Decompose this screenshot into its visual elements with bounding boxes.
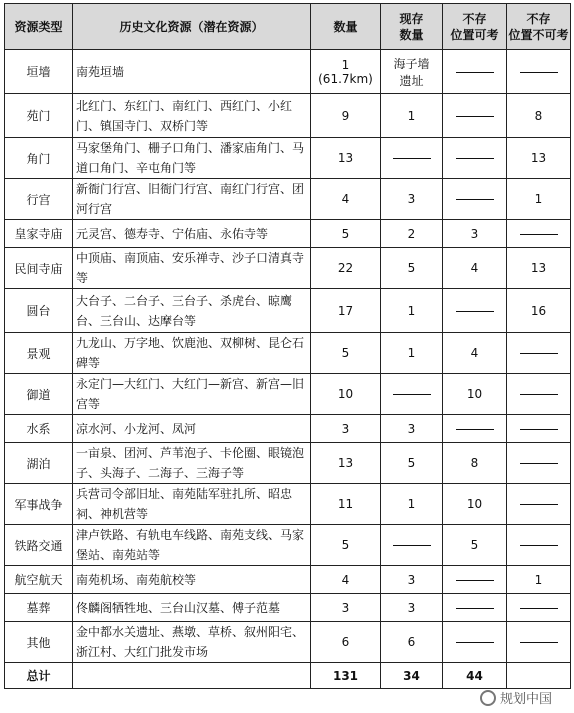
cell-known: 4 bbox=[443, 333, 507, 374]
cell-existing: 3 bbox=[381, 566, 443, 594]
cell-type: 垣墙 bbox=[5, 50, 73, 94]
header-known: 不存 位置可考 bbox=[443, 4, 507, 50]
cell-desc: 佟麟阁牺牲地、三台山汉墓、傅子范墓 bbox=[73, 594, 311, 622]
cell-count: 6 bbox=[311, 622, 381, 663]
dash-mark bbox=[456, 116, 494, 117]
cell-count: 13 bbox=[311, 443, 381, 484]
dash-mark bbox=[520, 394, 558, 395]
cell-existing: 5 bbox=[381, 248, 443, 289]
cell-count: 3 bbox=[311, 415, 381, 443]
cell-type: 军事战争 bbox=[5, 484, 73, 525]
cell-unknown bbox=[507, 220, 571, 248]
cell-known: 8 bbox=[443, 443, 507, 484]
table-row bbox=[5, 248, 571, 289]
cell-known bbox=[443, 179, 507, 220]
cell-existing: 1 bbox=[381, 289, 443, 333]
header-count: 数量 bbox=[311, 4, 381, 50]
cell-desc: 金中都水关遗址、燕墩、草桥、叙州阳宅、浙江村、大红门批发市场 bbox=[73, 622, 311, 663]
table-row bbox=[5, 179, 571, 220]
cell-known bbox=[443, 594, 507, 622]
cell-unknown: 1 bbox=[507, 566, 571, 594]
cell-known bbox=[443, 622, 507, 663]
cell-type: 其他 bbox=[5, 622, 73, 663]
table-row bbox=[5, 594, 571, 622]
table-row bbox=[5, 566, 571, 594]
cell-unknown bbox=[507, 622, 571, 663]
cell-known bbox=[443, 415, 507, 443]
dash-mark bbox=[520, 72, 558, 73]
total-existing: 34 bbox=[381, 663, 443, 689]
dash-mark bbox=[456, 580, 494, 581]
cell-known: 10 bbox=[443, 484, 507, 525]
cell-desc: 凉水河、小龙河、凤河 bbox=[73, 415, 311, 443]
cell-existing: 1 bbox=[381, 484, 443, 525]
cell-known bbox=[443, 289, 507, 333]
cell-type: 航空航天 bbox=[5, 566, 73, 594]
cell-unknown bbox=[507, 374, 571, 415]
total-unknown bbox=[507, 663, 571, 689]
cell-desc: 九龙山、万字地、饮鹿池、双柳树、昆仑石碑等 bbox=[73, 333, 311, 374]
cell-existing bbox=[381, 374, 443, 415]
table-row bbox=[5, 374, 571, 415]
cell-desc: 津卢铁路、有轨电车线路、南苑支线、马家堡站、南苑站等 bbox=[73, 525, 311, 566]
cell-existing: 3 bbox=[381, 594, 443, 622]
cell-type: 铁路交通 bbox=[5, 525, 73, 566]
cell-count: 5 bbox=[311, 525, 381, 566]
cell-unknown bbox=[507, 443, 571, 484]
cell-unknown: 1 bbox=[507, 179, 571, 220]
cell-existing bbox=[381, 525, 443, 566]
cell-known bbox=[443, 94, 507, 138]
cell-count: 1 (61.7km) bbox=[311, 50, 381, 94]
cell-known bbox=[443, 50, 507, 94]
cell-known: 5 bbox=[443, 525, 507, 566]
cell-type: 御道 bbox=[5, 374, 73, 415]
cell-count: 4 bbox=[311, 566, 381, 594]
dash-mark bbox=[520, 545, 558, 546]
cell-unknown: 13 bbox=[507, 138, 571, 179]
dash-mark bbox=[520, 353, 558, 354]
cell-existing: 1 bbox=[381, 333, 443, 374]
dash-mark bbox=[456, 311, 494, 312]
dash-mark bbox=[520, 463, 558, 464]
cell-count: 4 bbox=[311, 179, 381, 220]
cell-existing: 5 bbox=[381, 443, 443, 484]
cell-unknown: 8 bbox=[507, 94, 571, 138]
cell-unknown bbox=[507, 50, 571, 94]
cell-type: 墓葬 bbox=[5, 594, 73, 622]
cell-count: 3 bbox=[311, 594, 381, 622]
total-count: 131 bbox=[311, 663, 381, 689]
header-row bbox=[5, 4, 571, 50]
cell-desc: 永定门—大红门、大红门—新宫、新宫—旧宫等 bbox=[73, 374, 311, 415]
cell-type: 行宫 bbox=[5, 179, 73, 220]
table-row bbox=[5, 415, 571, 443]
dash-mark bbox=[393, 545, 431, 546]
cell-count: 11 bbox=[311, 484, 381, 525]
cell-desc: 中顶庙、南顶庙、安乐禅寺、沙子口清真寺等 bbox=[73, 248, 311, 289]
dash-mark bbox=[456, 429, 494, 430]
watermark: 规划中国 bbox=[480, 688, 552, 707]
table-row bbox=[5, 50, 571, 94]
cell-desc: 新衙门行宫、旧衙门行宫、南红门行宫、团河行宫 bbox=[73, 179, 311, 220]
cell-unknown bbox=[507, 525, 571, 566]
cell-desc: 兵营司令部旧址、南苑陆军驻扎所、昭忠祠、神机营等 bbox=[73, 484, 311, 525]
cell-type: 角门 bbox=[5, 138, 73, 179]
total-row bbox=[5, 663, 571, 689]
cell-existing: 海子墙 遗址 bbox=[381, 50, 443, 94]
cell-type: 民间寺庙 bbox=[5, 248, 73, 289]
dash-mark bbox=[456, 608, 494, 609]
header-existing: 现存 数量 bbox=[381, 4, 443, 50]
table-row bbox=[5, 94, 571, 138]
cell-unknown bbox=[507, 484, 571, 525]
cell-type: 圆台 bbox=[5, 289, 73, 333]
table-row bbox=[5, 443, 571, 484]
cell-count: 10 bbox=[311, 374, 381, 415]
dash-mark bbox=[393, 158, 431, 159]
cell-type: 景观 bbox=[5, 333, 73, 374]
dash-mark bbox=[520, 642, 558, 643]
cell-existing: 3 bbox=[381, 179, 443, 220]
cell-desc: 元灵宫、德寿寺、宁佑庙、永佑寺等 bbox=[73, 220, 311, 248]
table-row bbox=[5, 484, 571, 525]
cell-count: 13 bbox=[311, 138, 381, 179]
cell-unknown bbox=[507, 594, 571, 622]
cell-existing: 3 bbox=[381, 415, 443, 443]
cell-type: 湖泊 bbox=[5, 443, 73, 484]
cell-unknown: 13 bbox=[507, 248, 571, 289]
dash-mark bbox=[520, 504, 558, 505]
cell-existing: 6 bbox=[381, 622, 443, 663]
cell-desc: 南苑机场、南苑航校等 bbox=[73, 566, 311, 594]
table-row bbox=[5, 220, 571, 248]
cell-existing bbox=[381, 138, 443, 179]
cell-desc: 南苑垣墙 bbox=[73, 50, 311, 94]
table-row bbox=[5, 525, 571, 566]
table-row bbox=[5, 138, 571, 179]
watermark-logo-icon bbox=[480, 690, 496, 706]
table-row bbox=[5, 622, 571, 663]
cell-known bbox=[443, 566, 507, 594]
table-row bbox=[5, 333, 571, 374]
total-known: 44 bbox=[443, 663, 507, 689]
cell-count: 9 bbox=[311, 94, 381, 138]
cell-type: 苑门 bbox=[5, 94, 73, 138]
header-type: 资源类型 bbox=[5, 4, 73, 50]
cell-count: 5 bbox=[311, 220, 381, 248]
table-row bbox=[5, 289, 571, 333]
resource-table bbox=[4, 3, 571, 689]
dash-mark bbox=[456, 158, 494, 159]
cell-count: 17 bbox=[311, 289, 381, 333]
cell-existing: 2 bbox=[381, 220, 443, 248]
cell-count: 5 bbox=[311, 333, 381, 374]
dash-mark bbox=[456, 642, 494, 643]
header-desc: 历史文化资源（潜在资源） bbox=[73, 4, 311, 50]
cell-existing: 1 bbox=[381, 94, 443, 138]
cell-unknown: 16 bbox=[507, 289, 571, 333]
cell-type: 水系 bbox=[5, 415, 73, 443]
cell-known: 4 bbox=[443, 248, 507, 289]
dash-mark bbox=[520, 234, 558, 235]
total-desc bbox=[73, 663, 311, 689]
cell-desc: 马家堡角门、栅子口角门、潘家庙角门、马道口角门、辛屯角门等 bbox=[73, 138, 311, 179]
cell-unknown bbox=[507, 415, 571, 443]
cell-desc: 北红门、东红门、南红门、西红门、小红门、镇国寺门、双桥门等 bbox=[73, 94, 311, 138]
cell-unknown bbox=[507, 333, 571, 374]
cell-count: 22 bbox=[311, 248, 381, 289]
dash-mark bbox=[520, 429, 558, 430]
total-label: 总计 bbox=[5, 663, 73, 689]
dash-mark bbox=[520, 608, 558, 609]
table-body bbox=[5, 50, 571, 689]
cell-type: 皇家寺庙 bbox=[5, 220, 73, 248]
cell-known bbox=[443, 138, 507, 179]
header-unknown: 不存 位置不可考 bbox=[507, 4, 571, 50]
dash-mark bbox=[456, 72, 494, 73]
dash-mark bbox=[393, 394, 431, 395]
dash-mark bbox=[456, 199, 494, 200]
cell-known: 10 bbox=[443, 374, 507, 415]
cell-desc: 大台子、二台子、三台子、杀虎台、晾鹰台、三台山、达摩台等 bbox=[73, 289, 311, 333]
cell-known: 3 bbox=[443, 220, 507, 248]
cell-desc: 一亩泉、团河、芦苇泡子、卡伦圈、眼镜泡子、头海子、二海子、三海子等 bbox=[73, 443, 311, 484]
